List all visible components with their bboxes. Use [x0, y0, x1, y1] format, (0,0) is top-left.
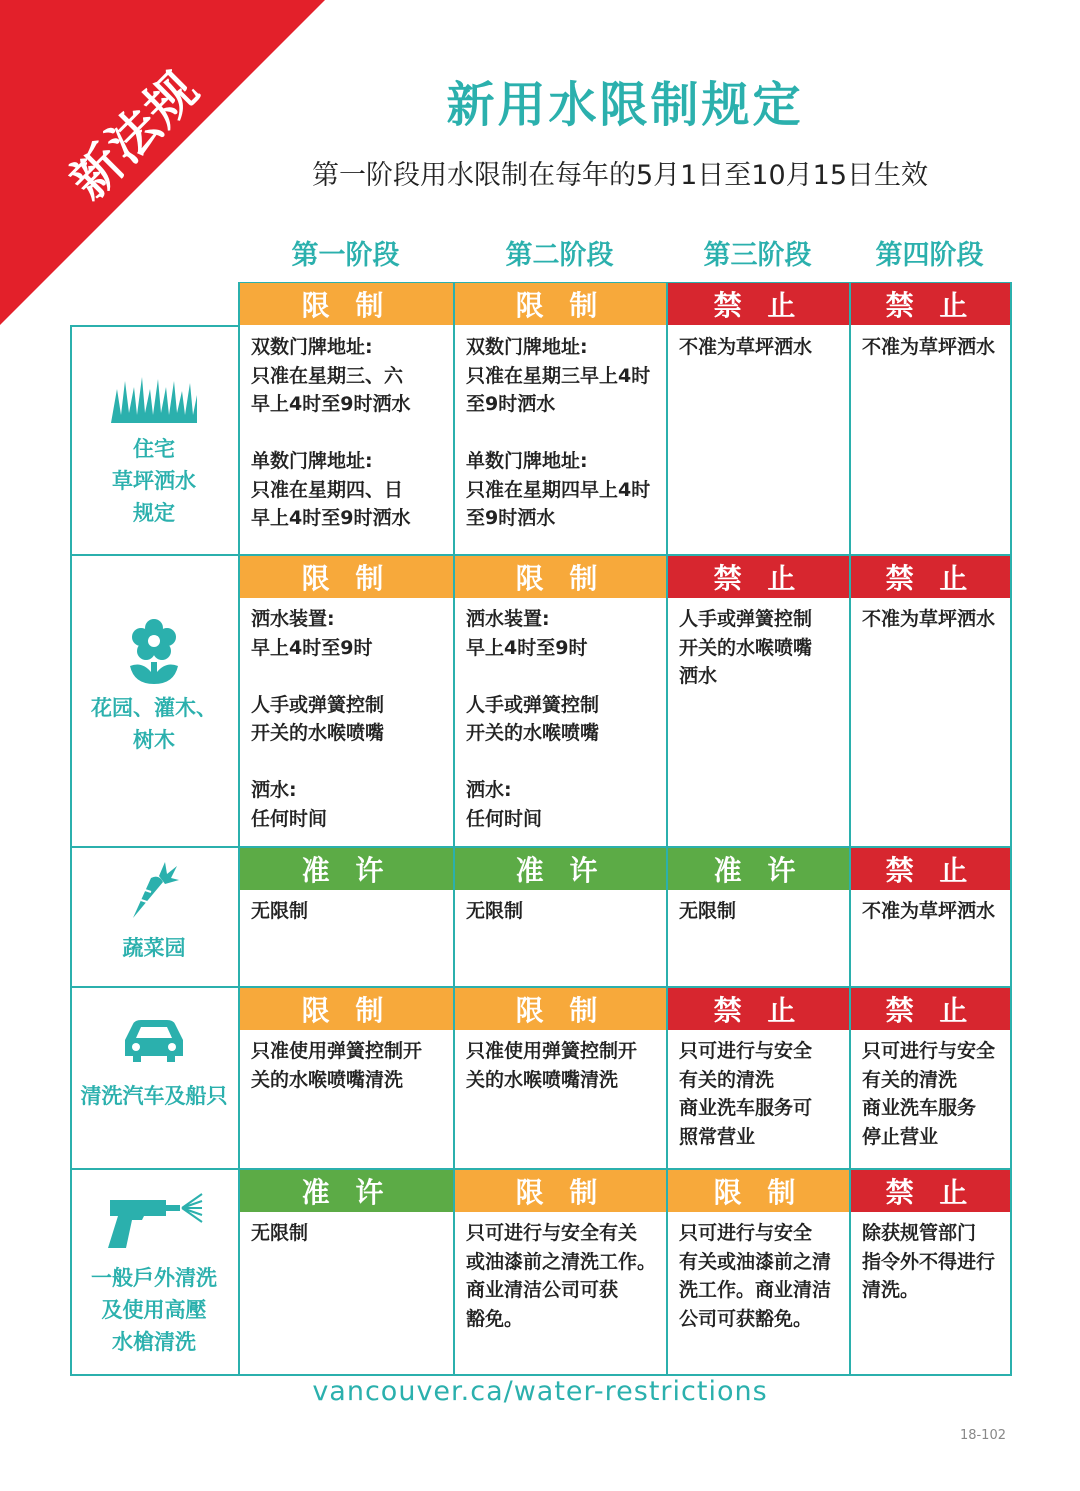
page-subtitle: 第一阶段用水限制在每年的5月1日至10月15日生效: [311, 160, 929, 191]
status-badge: 禁 止: [851, 988, 1010, 1030]
status-badge: 限 制: [240, 988, 453, 1030]
rule-text: 无限制: [251, 900, 309, 922]
grass-icon: [109, 375, 199, 425]
rule-text: 不准为草坪洒水: [862, 608, 996, 630]
category-vegetable: [70, 860, 238, 964]
category-garden: [70, 616, 238, 756]
status-badge: 禁 止: [851, 848, 1010, 890]
status-badge: 禁 止: [668, 988, 849, 1030]
rule-text: 只准使用弹簧控制开 关的水喉喷嘴清洗: [466, 1040, 638, 1091]
rule-text: 只准使用弹簧控制开 关的水喉喷嘴清洗: [251, 1040, 423, 1091]
rule-text: 双数门牌地址: 只准在星期三、六 早上4时至9时洒水 单数门牌地址: 只准在星期四、日 早上4时至9时洒水: [251, 336, 411, 529]
rule-text: 无限制: [466, 900, 524, 922]
corner-banner-text: 新法规: [59, 59, 211, 211]
rule-text: 洒水装置: 早上4时至9时 人手或弹簧控制 开关的水喉喷嘴 洒水: 任何时间: [251, 608, 385, 830]
page-title: 新用水限制规定: [446, 77, 804, 133]
status-badge: 限 制: [455, 1170, 666, 1212]
car-icon: [121, 1018, 187, 1062]
stage-header-2: 第二阶段: [505, 240, 614, 271]
rule-text: 只可进行与安全有关 或油漆前之清洗工作。 商业清洁公司可获 豁免。: [466, 1222, 657, 1330]
category-label: 一般戶外清洗 及使用高壓 水槍清洗: [91, 1266, 217, 1354]
rule-text: 除获规管部门 指令外不得进行 清洗。: [862, 1222, 996, 1301]
category-label: 清洗汽车及船只: [80, 1084, 228, 1108]
stage-header-1: 第一阶段: [291, 240, 400, 271]
rule-text: 无限制: [679, 900, 737, 922]
document-code: 18-102: [959, 1428, 1006, 1443]
category-lawn: [70, 375, 238, 529]
rule-text: 无限制: [251, 1222, 309, 1244]
rule-text: 双数门牌地址: 只准在星期三早上4时 至9时洒水 单数门牌地址: 只准在星期四早上4时 至9时洒水: [466, 336, 651, 529]
status-badge: 限 制: [455, 556, 666, 598]
carrot-icon: [129, 860, 179, 922]
rule-text: 不准为草坪洒水: [679, 336, 813, 358]
category-car: [70, 1018, 238, 1112]
stage-header-3: 第三阶段: [703, 240, 812, 271]
rule-text: 只可进行与安全 有关或油漆前之清 洗工作。商业清洁 公司可获豁免。: [679, 1222, 832, 1330]
status-badge: 准 许: [240, 1170, 453, 1212]
category-label: 住宅 草坪洒水 规定: [112, 437, 196, 525]
status-badge: 准 许: [455, 848, 666, 890]
flower-icon: [124, 616, 184, 686]
category-label: 蔬菜园: [122, 936, 186, 960]
stage-header-4: 第四阶段: [875, 240, 984, 271]
status-badge: 禁 止: [851, 1170, 1010, 1212]
status-badge: 限 制: [455, 988, 666, 1030]
rule-text: 人手或弹簧控制 开关的水喉喷嘴 洒水: [679, 608, 813, 687]
status-badge: 禁 止: [851, 283, 1010, 325]
status-badge: 禁 止: [851, 556, 1010, 598]
status-badge: 准 许: [668, 848, 849, 890]
category-label: 花园、灌木、 树木: [91, 696, 217, 752]
rule-text: 不准为草坪洒水: [862, 336, 996, 358]
status-badge: 准 许: [240, 848, 453, 890]
rule-text: 只可进行与安全 有关的清洗 商业洗车服务 停止营业: [862, 1040, 996, 1148]
category-pressure-washing: [70, 1192, 238, 1358]
category-top-border: [70, 325, 238, 327]
footer-url[interactable]: vancouver.ca/water-restrictions: [312, 1376, 768, 1407]
status-badge: 限 制: [240, 283, 453, 325]
status-badge: 禁 止: [668, 556, 849, 598]
status-badge: 限 制: [240, 556, 453, 598]
pressure-washer-icon: [104, 1192, 204, 1252]
status-badge: 限 制: [668, 1170, 849, 1212]
column-divider: [1010, 282, 1012, 1376]
status-badge: 限 制: [455, 283, 666, 325]
rule-text: 只可进行与安全 有关的清洗 商业洗车服务可 照常营业: [679, 1040, 813, 1148]
rule-text: 洒水装置: 早上4时至9时 人手或弹簧控制 开关的水喉喷嘴 洒水: 任何时间: [466, 608, 600, 830]
status-badge: 禁 止: [668, 283, 849, 325]
rule-text: 不准为草坪洒水: [862, 900, 996, 922]
